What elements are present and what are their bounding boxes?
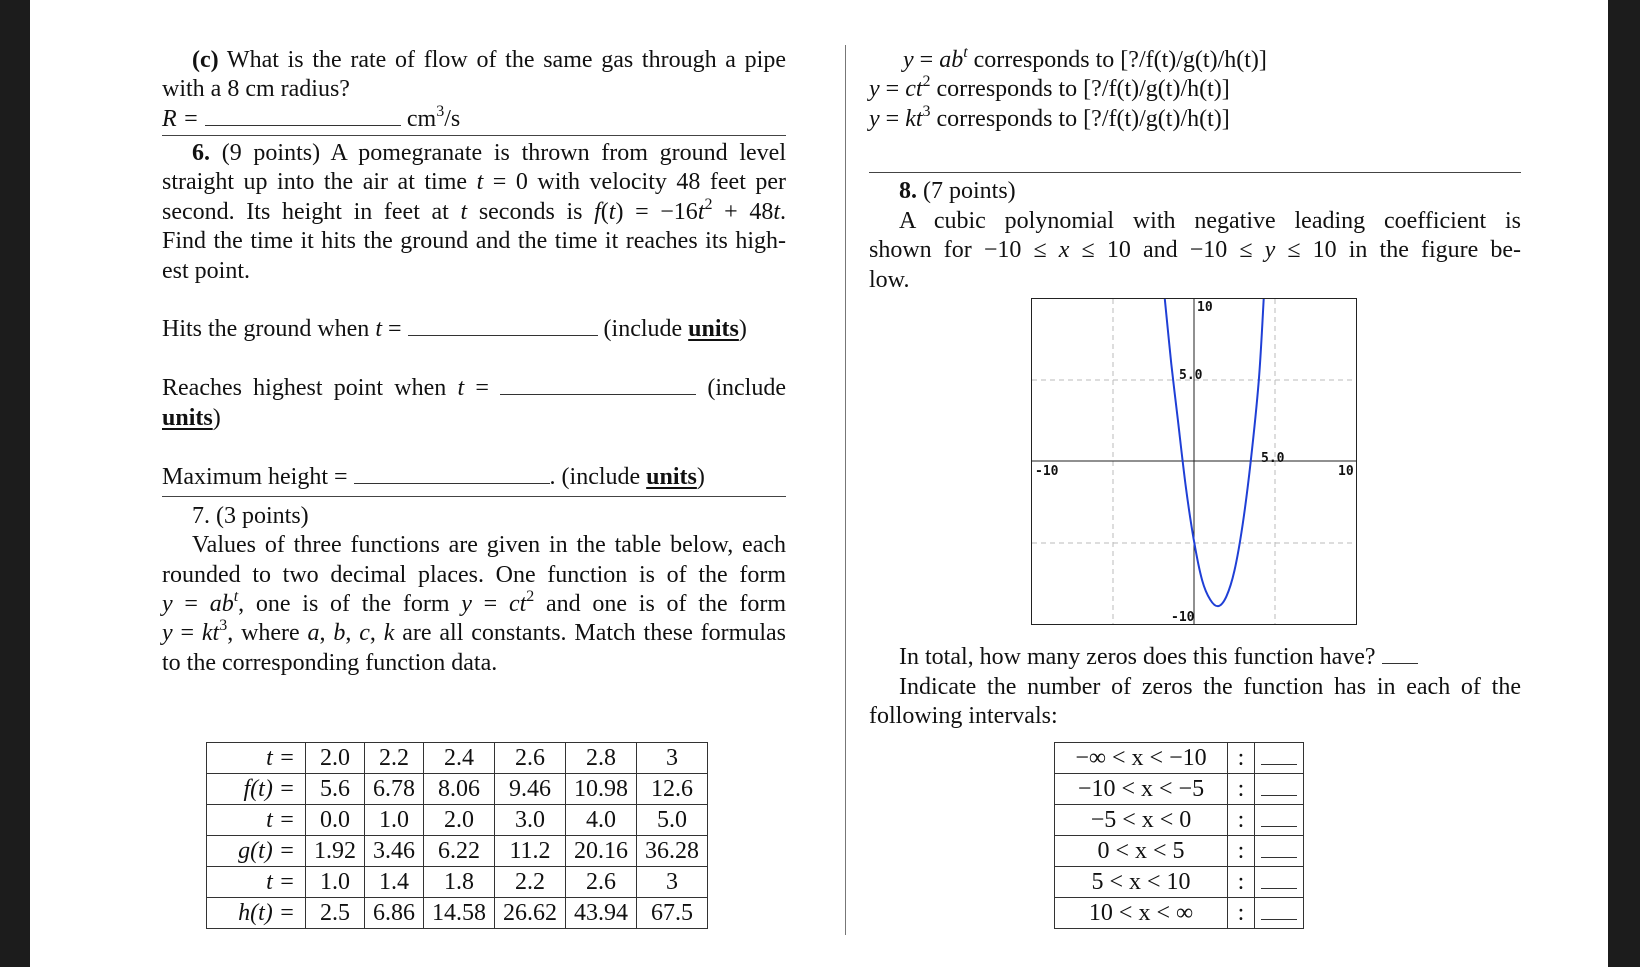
divider	[162, 496, 786, 497]
table-cell: 3	[637, 867, 708, 898]
interval-colon: :	[1228, 743, 1255, 774]
q7-line4: $y = kt^3$, where a, b, c, k are all constants. Match these formulas	[162, 617, 786, 646]
row-label: t =	[207, 743, 306, 774]
cubic-graph	[1031, 298, 1357, 625]
table-cell: 4.0	[566, 805, 637, 836]
interval-label: −5 < x < 0	[1055, 805, 1228, 836]
column-divider	[845, 45, 846, 935]
indicate-line1: Indicate the number of zeros the function has in each of the	[899, 674, 1521, 700]
table-cell: 1.0	[306, 867, 365, 898]
q6-line1: 6. (9 points) A pomegranate is thrown from ground level	[192, 140, 786, 166]
x-mid-label: 5.0	[1261, 451, 1285, 466]
interval-row	[1055, 774, 1304, 805]
table-cell: 8.06	[424, 774, 495, 805]
q8-line3: low.	[869, 267, 910, 293]
row-label: h(t) =	[207, 898, 306, 929]
table-cell: 12.6	[637, 774, 708, 805]
interval-answer-blank[interactable]	[1255, 836, 1304, 867]
y-min-label: -10	[1171, 610, 1195, 625]
table-cell: 9.46	[495, 774, 566, 805]
table-cell: 2.8	[566, 743, 637, 774]
zeros-question: In total, how many zeros does this function have?	[899, 642, 1418, 673]
interval-answer-blank[interactable]	[1255, 743, 1304, 774]
interval-row	[1055, 898, 1304, 929]
part-c-line2: with a 8 cm radius?	[162, 76, 350, 102]
interval-colon: :	[1228, 774, 1255, 805]
x-min-label: -10	[1035, 464, 1059, 479]
q8-line2: shown for −10 ≤ x ≤ 10 and −10 ≤ y ≤ 10 in the figure be-	[869, 237, 1522, 263]
match-line-1: $y = ab^t$ corresponds to [?/f(t)/g(t)/h(t)]	[903, 44, 1267, 73]
table-cell: 26.62	[495, 898, 566, 929]
q8-line1: A cubic polynomial with negative leading coefficient is	[899, 208, 1521, 234]
table-cell: 2.4	[424, 743, 495, 774]
highest-row-cont: units)	[162, 405, 221, 431]
part-c-label: (c)	[192, 47, 219, 73]
match-line-2: $y = ct^2$ corresponds to [?/f(t)/g(t)/h(t)]	[869, 73, 1230, 102]
table-row	[207, 836, 708, 867]
table-cell: 14.58	[424, 898, 495, 929]
part-c-line1	[162, 45, 786, 76]
table-cell: 2.5	[306, 898, 365, 929]
interval-answer-blank[interactable]	[1255, 805, 1304, 836]
interval-label: −10 < x < −5	[1055, 774, 1228, 805]
table-cell: 0.0	[306, 805, 365, 836]
interval-answer-blank[interactable]	[1255, 898, 1304, 929]
interval-colon: :	[1228, 867, 1255, 898]
table-cell: 67.5	[637, 898, 708, 929]
rate-answer-blank[interactable]	[205, 124, 401, 126]
function-data-table	[206, 742, 708, 929]
table-cell: 1.92	[306, 836, 365, 867]
total-zeros-blank[interactable]	[1382, 662, 1418, 664]
q7-line1: Values of three functions are given in the table below, each	[192, 532, 786, 558]
interval-label: 10 < x < ∞	[1055, 898, 1228, 929]
table-cell: 36.28	[637, 836, 708, 867]
table-cell: 1.4	[365, 867, 424, 898]
table-row	[207, 774, 708, 805]
q7-line3: $y = ab^t$, one is of the form $y = ct^2$ and one is of the form	[162, 588, 787, 617]
q7-line2: rounded to two decimal places. One function is of the form	[162, 562, 786, 588]
row-label: f(t) =	[207, 774, 306, 805]
table-cell: 3.0	[495, 805, 566, 836]
q8-title: 8. (7 points)	[899, 178, 1016, 204]
interval-colon: :	[1228, 898, 1255, 929]
interval-answer-blank[interactable]	[1255, 867, 1304, 898]
max-height-row: Maximum height = . (include units)	[162, 464, 705, 490]
q6-line4: Find the time it hits the ground and the time it reaches its high-	[162, 228, 786, 254]
document-page	[30, 0, 1608, 967]
table-cell: 2.2	[365, 743, 424, 774]
divider	[162, 135, 786, 136]
table-cell: 6.78	[365, 774, 424, 805]
y-mid-label: 5.0	[1179, 368, 1203, 383]
table-cell: 2.2	[495, 867, 566, 898]
q6-number: 6.	[192, 140, 210, 166]
q7-title: 7. (3 points)	[192, 503, 309, 529]
rate-answer-row: $R = cm^3/s$	[162, 103, 461, 132]
ground-row: Hits the ground when t = (include units)	[162, 316, 747, 342]
row-label: g(t) =	[207, 836, 306, 867]
table-cell: 10.98	[566, 774, 637, 805]
row-label: t =	[207, 805, 306, 836]
interval-colon: :	[1228, 836, 1255, 867]
table-row	[207, 898, 708, 929]
max-height-blank[interactable]	[354, 482, 550, 484]
zeros-interval-table	[1054, 742, 1304, 929]
table-cell: 2.0	[424, 805, 495, 836]
table-cell: 2.6	[566, 867, 637, 898]
interval-answer-blank[interactable]	[1255, 774, 1304, 805]
interval-colon: :	[1228, 805, 1255, 836]
interval-row	[1055, 743, 1304, 774]
x-max-label: 10	[1338, 464, 1354, 479]
indicate-line2: following intervals:	[869, 703, 1058, 729]
table-cell: 3	[637, 743, 708, 774]
table-cell: 1.0	[365, 805, 424, 836]
q6-line5: est point.	[162, 258, 250, 284]
y-max-label: 10	[1197, 300, 1213, 315]
interval-label: 5 < x < 10	[1055, 867, 1228, 898]
table-cell: 11.2	[495, 836, 566, 867]
q7-line5: to the corresponding function data.	[162, 650, 498, 676]
table-row	[207, 867, 708, 898]
divider	[869, 172, 1521, 173]
table-row	[207, 805, 708, 836]
part-c-text: What is the rate of flow of the same gas through a pipe	[226, 47, 786, 73]
table-cell: 5.0	[637, 805, 708, 836]
table-cell: 5.6	[306, 774, 365, 805]
table-cell: 20.16	[566, 836, 637, 867]
row-label: t =	[207, 867, 306, 898]
table-cell: 2.6	[495, 743, 566, 774]
interval-row	[1055, 867, 1304, 898]
table-cell: 6.22	[424, 836, 495, 867]
table-cell: 3.46	[365, 836, 424, 867]
match-line-3: $y = kt^3$ corresponds to [?/f(t)/g(t)/h(t)]	[869, 103, 1230, 132]
q6-line3: second. Its height in feet at t seconds is $f(t) = -16t^2 + 48t$.	[162, 196, 786, 225]
interval-row	[1055, 836, 1304, 867]
table-row	[207, 743, 708, 774]
interval-label: −∞ < x < −10	[1055, 743, 1228, 774]
table-cell: 1.8	[424, 867, 495, 898]
rate-unit: cm	[406, 106, 437, 132]
r-label: R =	[162, 106, 199, 132]
highest-answer-blank[interactable]	[500, 393, 696, 395]
table-cell: 6.86	[365, 898, 424, 929]
ground-answer-blank[interactable]	[408, 334, 598, 336]
table-cell: 2.0	[306, 743, 365, 774]
table-cell: 43.94	[566, 898, 637, 929]
interval-row	[1055, 805, 1304, 836]
highest-row: Reaches highest point when t = (include	[162, 375, 786, 401]
interval-label: 0 < x < 5	[1055, 836, 1228, 867]
q6-line2: straight up into the air at time t = 0 with velocity 48 feet per	[162, 169, 787, 195]
